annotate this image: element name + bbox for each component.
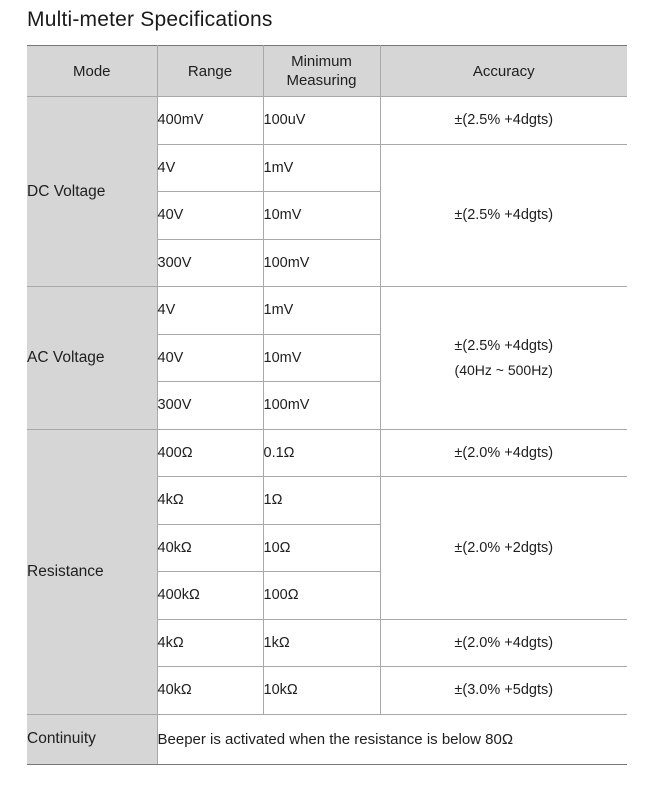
minimum-cell: 0.1Ω bbox=[263, 429, 380, 477]
accuracy-cell bbox=[380, 287, 627, 430]
minimum-cell: 1mV bbox=[263, 287, 380, 335]
minimum-cell: 1Ω bbox=[263, 477, 380, 525]
range-cell: 4kΩ bbox=[157, 619, 263, 667]
range-cell: 4V bbox=[157, 144, 263, 192]
minimum-cell: 10Ω bbox=[263, 524, 380, 572]
header-mode: Mode bbox=[27, 46, 157, 97]
table-row bbox=[27, 429, 627, 477]
accuracy-cell: ±(2.0% +2dgts) bbox=[380, 477, 627, 620]
range-cell: 4kΩ bbox=[157, 477, 263, 525]
range-cell: 400kΩ bbox=[157, 572, 263, 620]
minimum-cell: 1mV bbox=[263, 144, 380, 192]
minimum-cell: 100uV bbox=[263, 97, 380, 145]
spec-table bbox=[27, 45, 627, 765]
minimum-cell: 100mV bbox=[263, 382, 380, 430]
accuracy-cell: ±(2.5% +4dgts) bbox=[380, 97, 627, 145]
table-row bbox=[27, 714, 627, 764]
header-accuracy: Accuracy bbox=[380, 46, 627, 97]
minimum-cell: 10mV bbox=[263, 334, 380, 382]
accuracy-cell: ±(3.0% +5dgts) bbox=[380, 667, 627, 715]
accuracy-cell: ±(2.0% +4dgts) bbox=[380, 619, 627, 667]
range-cell: 4V bbox=[157, 287, 263, 335]
table-row bbox=[27, 97, 627, 145]
mode-resistance: Resistance bbox=[27, 429, 157, 714]
minimum-cell: 10kΩ bbox=[263, 667, 380, 715]
page-title: Multi-meter Specifications bbox=[27, 8, 273, 31]
minimum-cell: 10mV bbox=[263, 192, 380, 240]
mode-dc-voltage: DC Voltage bbox=[27, 97, 157, 287]
range-cell: 40V bbox=[157, 334, 263, 382]
mode-ac-voltage: AC Voltage bbox=[27, 287, 157, 430]
range-cell: 40kΩ bbox=[157, 524, 263, 572]
minimum-cell: 100Ω bbox=[263, 572, 380, 620]
range-cell: 400Ω bbox=[157, 429, 263, 477]
range-cell: 300V bbox=[157, 382, 263, 430]
header-range: Range bbox=[157, 46, 263, 97]
accuracy-cell: ±(2.0% +4dgts) bbox=[380, 429, 627, 477]
header-minimum-line2: Measuring bbox=[286, 72, 357, 89]
header-row bbox=[27, 46, 627, 97]
range-cell: 400mV bbox=[157, 97, 263, 145]
minimum-cell: 100mV bbox=[263, 239, 380, 287]
mode-continuity: Continuity bbox=[27, 714, 157, 764]
continuity-description: Beeper is activated when the resistance is below 80Ω bbox=[157, 714, 627, 764]
accuracy-value: ±(2.5% +4dgts) bbox=[454, 337, 554, 354]
header-minimum-line1: Minimum bbox=[291, 53, 352, 70]
accuracy-frequency-note: (40Hz ~ 500Hz) bbox=[454, 361, 553, 378]
minimum-cell: 1kΩ bbox=[263, 619, 380, 667]
table-row bbox=[27, 287, 627, 335]
range-cell: 300V bbox=[157, 239, 263, 287]
range-cell: 40kΩ bbox=[157, 667, 263, 715]
accuracy-cell: ±(2.5% +4dgts) bbox=[380, 144, 627, 287]
range-cell: 40V bbox=[157, 192, 263, 240]
header-minimum-measuring bbox=[263, 46, 380, 97]
